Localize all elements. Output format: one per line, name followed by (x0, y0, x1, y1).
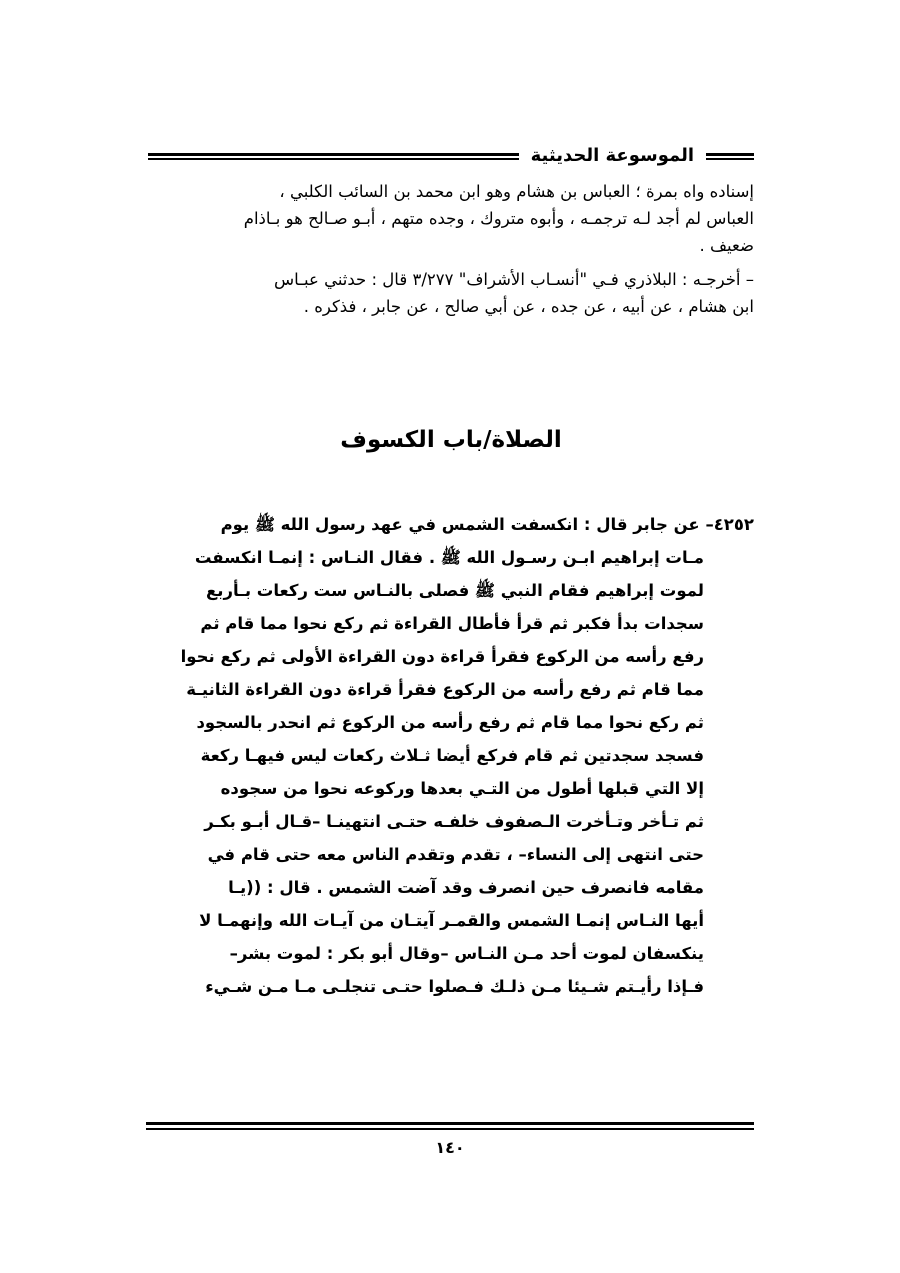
hadith-line: لموت إبراهيم فقام النبي ﷺ فصلى بالنـاس ست ركعات بـأربع (206, 581, 704, 600)
footnotes (146, 178, 754, 320)
footnote-line: ضعيف . (699, 236, 754, 255)
book-title: الموسوعة الحديثية (530, 144, 694, 166)
hadith-line: حتى انتهى إلى النساء– ، تقدم وتقدم الناس معه حتى قام في (207, 845, 704, 864)
header-rule-right (706, 153, 754, 160)
running-header (148, 140, 754, 170)
hadith-line: رفع رأسه من الركوع فقرأ قراءة دون القراءة الأولى ثم ركع نحوا (180, 647, 704, 666)
footnote-line: إسناده واه بمرة ؛ العباس بن هشام وهو ابن محمد بن السائب الكلبي ، (279, 182, 754, 201)
header-rule-left (148, 153, 519, 160)
hadith-line: مـات إبراهيم ابـن رسـول الله ﷺ . فقال النـاس : إنمـا انكسفت (194, 548, 704, 567)
hadith-line: إلا التي قبلها أطول من التـي بعدها وركوعه نحوا من سجوده (220, 779, 704, 798)
hadith-line: ٤٢٥٢– عن جابر قال : انكسفت الشمس في عهد رسول الله ﷺ يوم (220, 515, 754, 534)
footer-rule (146, 1122, 754, 1130)
hadith-line: فسجد سجدتين ثم قام فركع أيضا ثـلاث ركعات ليس فيهـا ركعة (200, 746, 704, 765)
hadith-line: فـإذا رأيـتم شـيئا مـن ذلـك فـصلوا حتـى تنجلـى مـا مـن شـيء (205, 977, 704, 996)
hadith-line: مما قام ثم رفع رأسه من الركوع فقرأ قراءة دون القراءة الثانيـة (186, 680, 704, 699)
footnote-line: – أخرجـه : البلاذري فـي "أنسـاب الأشراف" ٣/٢٧٧ قال : حدثني عبـاس (274, 270, 754, 289)
page-number: ١٤٠ (435, 1138, 465, 1157)
hadith-line: ينكسفان لموت أحد مـن النـاس –وقال أبو بكر : لموت بشر– (229, 944, 704, 963)
hadith-line: سجدات بدأ فكبر ثم قرأ فأطال القراءة ثم ركع نحوا مما قام ثم (200, 614, 704, 633)
section-heading: الصلاة/باب الكسوف (340, 427, 562, 453)
hadith-line: ثم ركع نحوا مما قام ثم رفع رأسه من الركوع ثم انحدر بالسجود (196, 713, 704, 732)
hadith-line: أيها النـاس إنمـا الشمس والقمـر آيتـان من آيـات الله وإنهمـا لا (199, 911, 704, 930)
hadith-line: مقامه فانصرف حين انصرف وقد آضت الشمس . قال : ((يـا (228, 878, 704, 897)
hadith-text (146, 508, 754, 1003)
footnote-line: العباس لم أجد لـه ترجمـه ، وأبوه متروك ، وجده متهم ، أبـو صـالح هو بـاذام (243, 209, 754, 228)
hadith-line: ثم تـأخر وتـأخرت الـصفوف خلفـه حتـى انتهينـا –قـال أبـو بكـر (204, 812, 704, 831)
footnote-line: ابن هشام ، عن أبيه ، عن جده ، عن أبي صالح ، عن جابر ، فذكره . (303, 297, 754, 316)
